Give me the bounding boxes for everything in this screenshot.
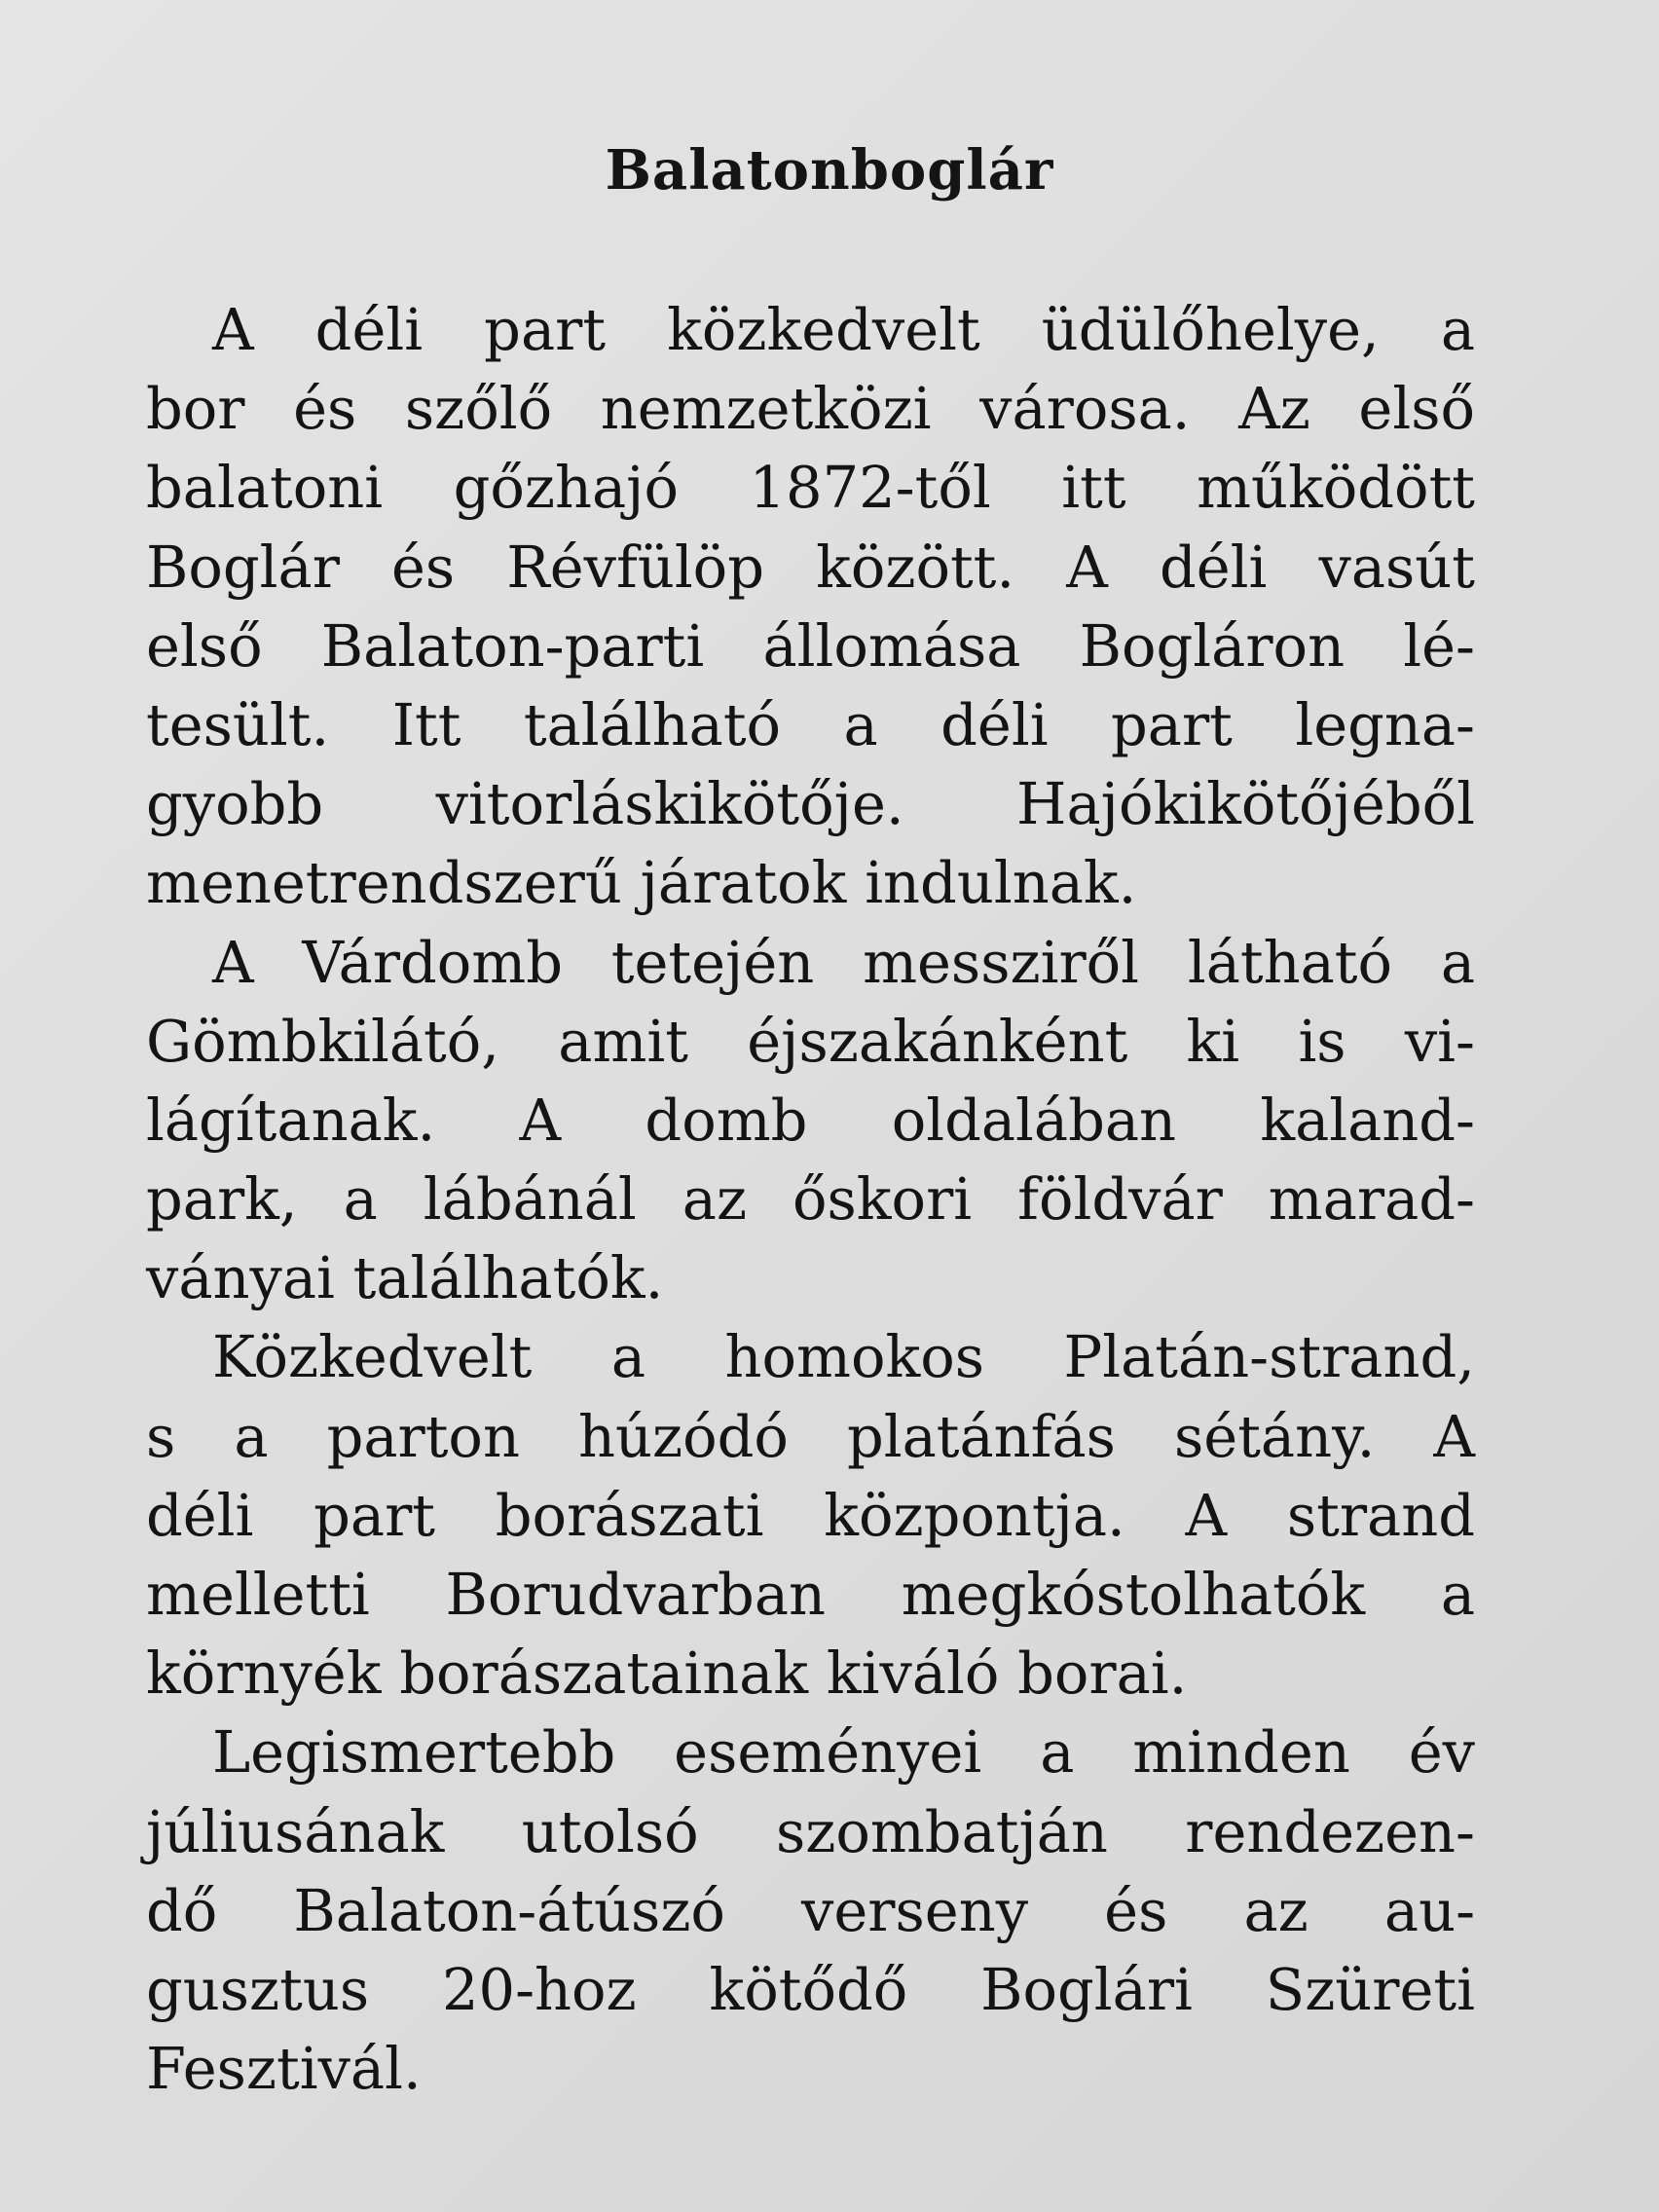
text-line: tesült. Itt található a déli part legna- <box>146 690 1475 758</box>
text-line: Boglár és Révfülöp között. A déli vasút <box>146 533 1475 601</box>
text-line: melletti Borudvarban megkóstolhatók a <box>146 1561 1475 1628</box>
paragraph <box>146 923 1475 1318</box>
text-line: dő Balaton-átúszó verseny és az au- <box>146 1876 1475 1944</box>
text-line: gusztus 20-hoz kötődő Boglári Szüreti <box>146 1955 1475 2023</box>
text-line: A Várdomb tetején messziről látható a <box>212 928 1475 996</box>
text-line: Fesztivál. <box>146 2035 422 2103</box>
text-line: lágítanak. A domb oldalában kaland- <box>146 1086 1475 1154</box>
text-line: menetrendszerű járatok indulnak. <box>146 849 1137 917</box>
text-line: környék borászatainak kiváló borai. <box>146 1640 1188 1708</box>
text-line: Legismertebb eseményei a minden év <box>212 1718 1475 1787</box>
text-line: park, a lábánál az őskori földvár marad- <box>146 1165 1475 1234</box>
text-line: Közkedvelt a homokos Platán-strand, <box>212 1323 1475 1391</box>
text-line: első Balaton-parti állomása Bogláron lé- <box>146 611 1475 680</box>
body-text <box>146 290 1475 2108</box>
text-line: s a parton húzódó platánfás sétány. A <box>146 1402 1475 1470</box>
paragraph <box>146 290 1475 923</box>
text-line: bor és szőlő nemzetközi városa. Az első <box>146 375 1475 443</box>
text-line: Gömbkilátó, amit éjszakánként ki is vi- <box>146 1007 1475 1075</box>
page-title: Balatonboglár <box>605 138 1054 203</box>
paragraph <box>146 1317 1475 1713</box>
text-line: déli part borászati központja. A strand <box>146 1481 1475 1549</box>
text-line: A déli part közkedvelt üdülőhelye, a <box>212 296 1475 363</box>
text-line: balatoni gőzhajó 1872-től itt működött <box>146 454 1475 522</box>
paragraph <box>146 1713 1475 2108</box>
text-line: ványai találhatók. <box>146 1244 664 1312</box>
text-line: júliusának utolsó szombatján rendezen- <box>146 1797 1475 1865</box>
text-line: gyobb vitorláskikötője. Hajókikötőjéből <box>146 770 1475 838</box>
